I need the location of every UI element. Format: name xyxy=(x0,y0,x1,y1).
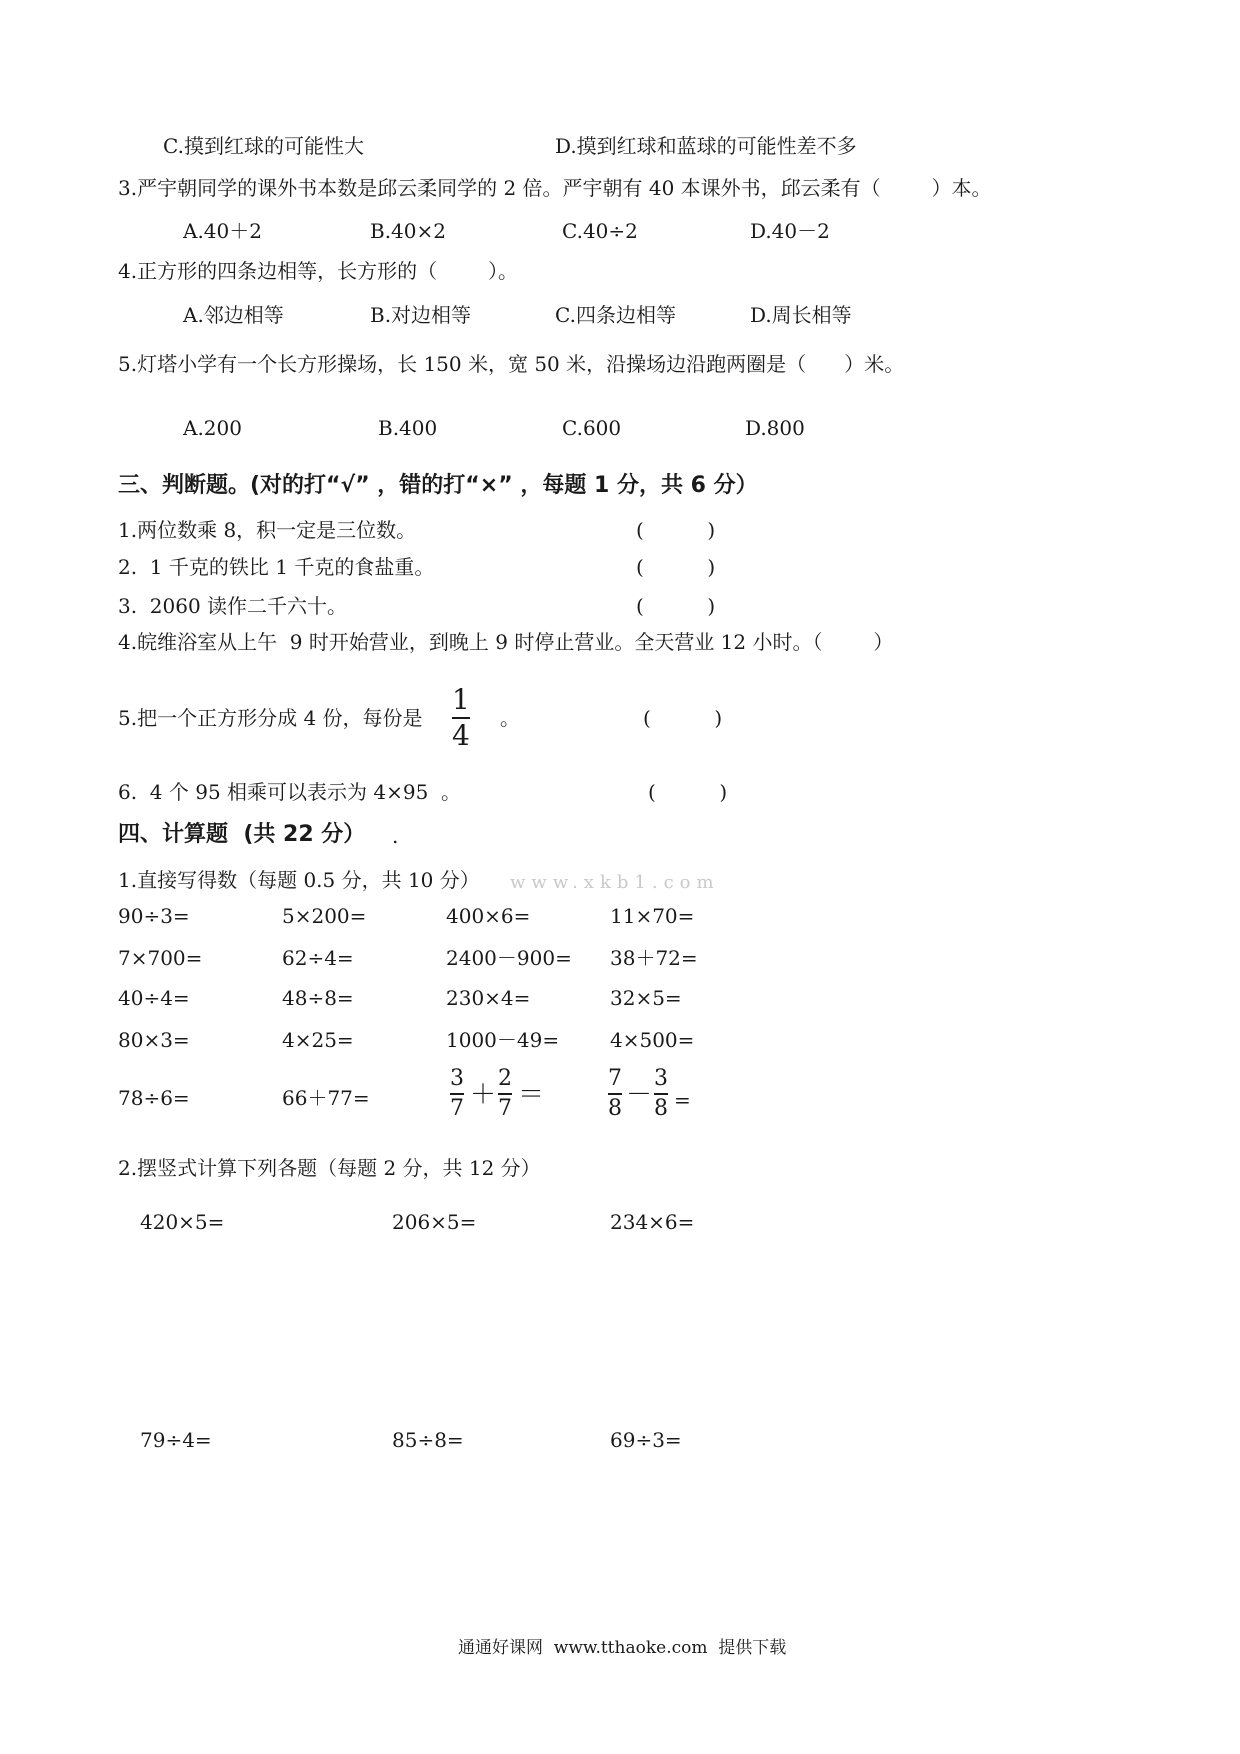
judge-item-5: 5.把一个正方形分成 4 份，每份是 xyxy=(118,706,423,730)
calc-cell: 80×3= xyxy=(118,1028,190,1052)
judge-item-2: 2. 1 千克的铁比 1 千克的食盐重。 xyxy=(118,555,435,579)
calc-cell: 40÷4= xyxy=(118,986,190,1010)
q3-option-c: C.40÷2 xyxy=(562,219,638,243)
fraction-2-7 xyxy=(498,1068,512,1120)
vertical-problem: 69÷3= xyxy=(610,1428,682,1452)
fraction-bar xyxy=(498,1093,512,1095)
calc-cell: 66＋77= xyxy=(282,1086,370,1110)
judge-item-5-tail: 。 xyxy=(500,706,520,730)
q3-option-b: B.40×2 xyxy=(370,219,446,243)
calc-heading-dot: . xyxy=(392,824,399,848)
fraction-numerator: 7 xyxy=(608,1066,622,1091)
q5-option-b: B.400 xyxy=(378,416,438,440)
q2-option-d: D.摸到红球和蓝球的可能性差不多 xyxy=(555,134,857,158)
vertical-problem: 79÷4= xyxy=(140,1428,212,1452)
q3-text: 3.严宇朝同学的课外书本数是邱云柔同学的 2 倍。严宇朝有 40 本课外书，邱云柔有（ ）本。 xyxy=(118,176,992,200)
calc-cell: 78÷6= xyxy=(118,1086,190,1110)
fraction-bar xyxy=(608,1093,622,1095)
minus-sign: － xyxy=(626,1080,653,1110)
calc-cell: 38＋72= xyxy=(610,946,698,970)
vertical-problem: 206×5= xyxy=(392,1210,477,1234)
watermark-text: www.xkb1.com xyxy=(510,872,720,893)
fraction-denominator: 7 xyxy=(498,1096,512,1121)
vertical-problem: 234×6= xyxy=(610,1210,695,1234)
fraction-3-7 xyxy=(450,1068,464,1120)
q4-option-a: A.邻边相等 xyxy=(183,303,284,327)
calc-cell: 4×500= xyxy=(610,1028,695,1052)
fraction-numerator: 2 xyxy=(498,1066,512,1091)
equals-sign: ＝ xyxy=(518,1080,545,1110)
calc-cell: 11×70= xyxy=(610,904,695,928)
judge-item-3: 3. 2060 读作二千六十。 xyxy=(118,594,348,618)
calc-cell: 7×700= xyxy=(118,946,203,970)
vertical-problem: 85÷8= xyxy=(392,1428,464,1452)
q5-option-a: A.200 xyxy=(183,416,242,440)
fraction-denominator: 4 xyxy=(452,719,470,752)
calc-part1-title: 1.直接写得数（每题 0.5 分，共 10 分） xyxy=(118,868,480,892)
fraction-bar xyxy=(450,1093,464,1095)
fraction-denominator: 7 xyxy=(450,1096,464,1121)
judge-answer-6[interactable]: ( ) xyxy=(648,780,728,804)
vertical-problem: 420×5= xyxy=(140,1210,225,1234)
q4-option-c: C.四条边相等 xyxy=(555,303,676,327)
q4-option-d: D.周长相等 xyxy=(750,303,852,327)
q2-option-c: C.摸到红球的可能性大 xyxy=(163,134,364,158)
fraction-numerator: 3 xyxy=(654,1066,668,1091)
calc-cell: 400×6= xyxy=(446,904,531,928)
q5-option-c: C.600 xyxy=(562,416,622,440)
calc-cell: 48÷8= xyxy=(282,986,354,1010)
q3-option-d: D.40－2 xyxy=(750,219,830,243)
calc-part2-title: 2.摆竖式计算下列各题（每题 2 分，共 12 分） xyxy=(118,1156,541,1180)
page-footer: 通通好课网 www.tthaoke.com 提供下载 xyxy=(458,1638,787,1658)
calc-cell: 32×5= xyxy=(610,986,682,1010)
fraction-3-8 xyxy=(654,1068,668,1120)
calc-cell: 90÷3= xyxy=(118,904,190,928)
judge-answer-3[interactable]: ( ) xyxy=(636,594,716,618)
plus-sign: ＋ xyxy=(470,1080,497,1110)
fraction-denominator: 8 xyxy=(654,1096,668,1121)
calc-cell: 2400－900= xyxy=(446,946,572,970)
q4-text: 4.正方形的四条边相等，长方形的（ ）。 xyxy=(118,259,518,283)
fraction-bar xyxy=(654,1093,668,1095)
calc-cell: 62÷4= xyxy=(282,946,354,970)
q5-text: 5.灯塔小学有一个长方形操场，长 150 米，宽 50 米，沿操场边沿跑两圈是（ ）米。 xyxy=(118,352,905,376)
q3-option-a: A.40＋2 xyxy=(183,219,262,243)
judge-answer-2[interactable]: ( ) xyxy=(636,555,716,579)
calc-cell: 1000－49= xyxy=(446,1028,560,1052)
calc-cell: 230×4= xyxy=(446,986,531,1010)
q4-option-b: B.对边相等 xyxy=(370,303,472,327)
calc-cell: 5×200= xyxy=(282,904,367,928)
judge-heading: 三、判断题。(对的打“√” ，错的打“×” ，每题 1 分，共 6 分） xyxy=(118,473,758,498)
fraction-denominator: 8 xyxy=(608,1096,622,1121)
calc-cell: 4×25= xyxy=(282,1028,354,1052)
judge-answer-5[interactable]: ( ) xyxy=(643,706,723,730)
fraction-numerator: 3 xyxy=(450,1066,464,1091)
judge-item-1: 1.两位数乘 8，积一定是三位数。 xyxy=(118,518,417,542)
judge-item-4: 4.皖维浴室从上午 9 时开始营业，到晚上 9 时停止营业。全天营业 12 小时。（ ） xyxy=(118,630,894,654)
fraction-numerator: 1 xyxy=(452,683,470,716)
q5-option-d: D.800 xyxy=(745,416,805,440)
equals-sign: = xyxy=(674,1088,691,1112)
fraction-one-quarter xyxy=(452,683,470,752)
judge-item-6: 6. 4 个 95 相乘可以表示为 4×95 。 xyxy=(118,780,462,804)
judge-answer-1[interactable]: ( ) xyxy=(636,518,716,542)
fraction-7-8 xyxy=(608,1068,622,1120)
calc-heading: 四、计算题 (共 22 分） xyxy=(118,822,366,847)
